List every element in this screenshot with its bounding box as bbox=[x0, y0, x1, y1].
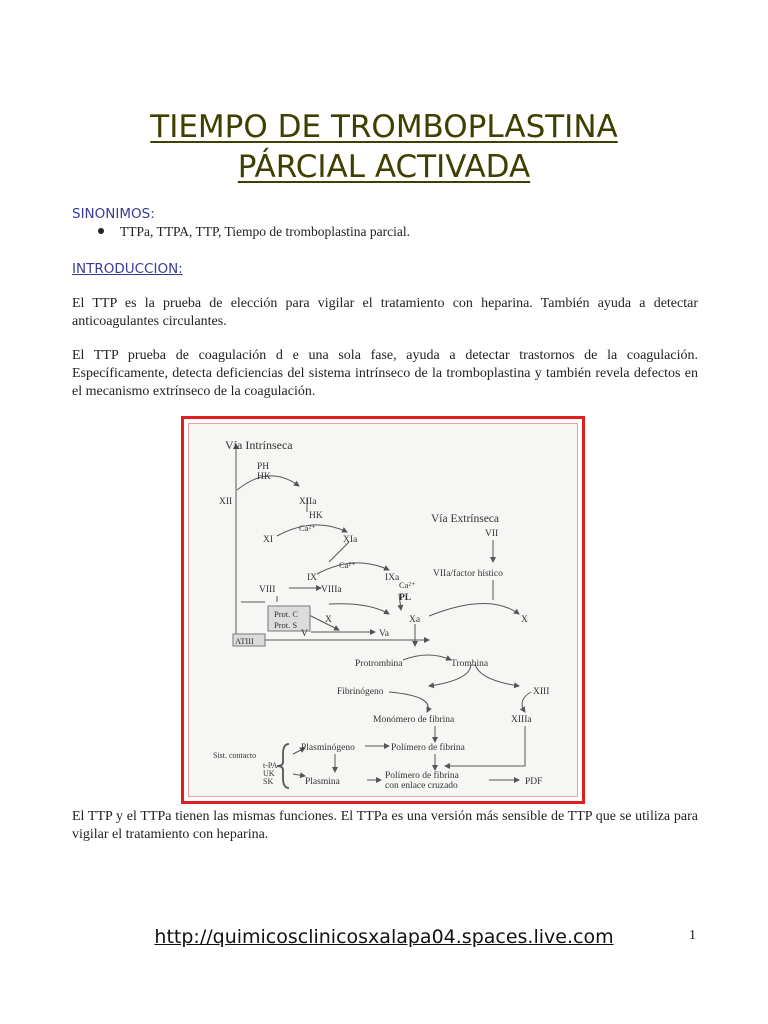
trombina-label: Trombina bbox=[451, 659, 489, 669]
prot-to-va-arrow bbox=[307, 614, 339, 630]
coagulation-cascade-diagram bbox=[189, 424, 583, 802]
ca-label-2: Ca²⁺ bbox=[339, 560, 356, 570]
introduccion-heading: INTRODUCCION: bbox=[72, 261, 183, 277]
sinonimos-item bbox=[98, 224, 410, 240]
viii-label: VIII bbox=[259, 585, 276, 595]
ixa-label: IXa bbox=[385, 573, 400, 583]
intro-paragraph-2: El TTP prueba de coagulación d e una sola fase, ayuda a detectar trastornos de la coagulación. Específicamente, detecta deficiencias del sistema intrínseco de la tromboplastina y también revela defectos en el mecanismo extrínseco de la coagulación. bbox=[72, 348, 698, 399]
activators-to-plasmin-arrow bbox=[293, 774, 305, 776]
vii-label: VII bbox=[485, 529, 499, 539]
prothrombin-activation-arrow bbox=[403, 655, 451, 660]
polimero-enlace-line1: Polímero de fibrina bbox=[385, 771, 459, 781]
prot-s-label: Prot. S bbox=[274, 620, 298, 630]
plasmina-label: Plasmina bbox=[305, 777, 340, 787]
diagram-panel bbox=[188, 423, 578, 797]
sk-label: SK bbox=[263, 777, 274, 786]
xia-to-ix-line bbox=[329, 542, 349, 562]
tpa-label: t-PA bbox=[263, 761, 278, 770]
ca-label-1: Ca²⁺ bbox=[299, 523, 316, 533]
via-intrinseca-label: Vía Intrínseca bbox=[225, 438, 293, 452]
viia-label: VIIa/factor hístico bbox=[433, 569, 503, 579]
x-left-label: X bbox=[325, 615, 332, 625]
polimero-label: Polímero de fibrina bbox=[391, 743, 465, 753]
v-label: V bbox=[301, 629, 308, 639]
extrinsic-x-activation-arrow bbox=[429, 603, 519, 616]
sinonimos-item-text: TTPa, TTPA, TTP, Tiempo de tromboplastina parcial. bbox=[120, 224, 410, 239]
plasminogeno-label: Plasminógeno bbox=[301, 743, 355, 753]
xa-label: Xa bbox=[409, 615, 421, 625]
xiii-label: XIII bbox=[533, 687, 550, 697]
prot-c-label: Prot. C bbox=[274, 609, 299, 619]
hk-label: HK bbox=[309, 511, 323, 521]
protrombina-label: Protrombina bbox=[355, 659, 403, 669]
xi-label: XI bbox=[263, 535, 274, 545]
atiii-label: ATIII bbox=[235, 636, 254, 646]
xia-label: XIa bbox=[343, 535, 358, 545]
sinonimos-heading: SINONIMOS: bbox=[72, 206, 155, 222]
via-extrinseca-label: Vía Extrínseca bbox=[431, 513, 500, 525]
pdf-label: PDF bbox=[525, 777, 543, 787]
ix-label: IX bbox=[307, 573, 318, 583]
xiia-label: XIIa bbox=[299, 497, 317, 507]
bullet-icon bbox=[98, 228, 104, 234]
coagulation-diagram-figure bbox=[181, 416, 585, 804]
pl-label: PL bbox=[399, 593, 412, 603]
ca-label-3: Ca²⁺ bbox=[399, 580, 416, 590]
footer-url-link[interactable]: http://quimicosclinicosxalapa04.spaces.live.com bbox=[154, 926, 614, 948]
document-title-line2: PÁRCIAL ACTIVADA bbox=[237, 149, 531, 185]
activators-brace bbox=[277, 744, 289, 788]
sist-contacto-label: Sist. contacto bbox=[213, 751, 257, 760]
xii-label: XII bbox=[219, 497, 233, 507]
hk-top-label: HK bbox=[257, 472, 271, 482]
fibrinogeno-label: Fibrinógeno bbox=[337, 687, 384, 697]
x-right-label: X bbox=[521, 615, 528, 625]
ph-label: PH bbox=[257, 462, 270, 472]
document-title-line1: TIEMPO DE TROMBOPLASTINA bbox=[150, 109, 618, 145]
xiii-activation-arrow bbox=[522, 692, 531, 712]
intro-paragraph-1: El TTP es la prueba de elección para vigilar el tratamiento con heparina. También ayuda a detectar anticoagulantes circulantes. bbox=[72, 296, 698, 329]
monomero-label: Monómero de fibrina bbox=[373, 715, 455, 725]
closing-paragraph: El TTP y el TTPa tienen las mismas funciones. El TTPa es una versión más sensible de TTP que se utiliza para vigilar el tratamiento con heparina. bbox=[72, 809, 698, 842]
fibrinogen-to-monomer-arrow bbox=[389, 692, 428, 712]
polimero-enlace-line2: con enlace cruzado bbox=[385, 781, 458, 791]
page-number: 1 bbox=[689, 928, 696, 943]
va-label: Va bbox=[379, 629, 390, 639]
viiia-label: VIIIa bbox=[321, 585, 342, 595]
xiiia-label: XIIIa bbox=[511, 715, 532, 725]
uk-label: UK bbox=[263, 769, 275, 778]
x-left-to-xa-arrow bbox=[329, 604, 389, 614]
